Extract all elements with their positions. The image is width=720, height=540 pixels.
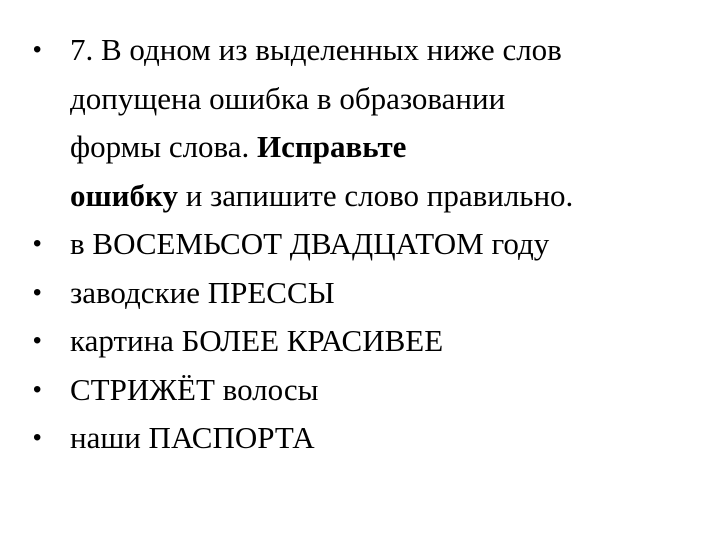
bullet-dot: • [33,375,42,403]
task-line-4-text: и запишите слово правильно. [177,177,574,213]
task-line-2: допущена ошибка в образовании [70,80,506,116]
list-item-option-4 [30,366,690,415]
option-text: картина БОЛЕЕ КРАСИВЕЕ [70,323,444,358]
bullet-dot: • [33,327,42,354]
task-emphasis-correct: Исправьте [257,129,407,164]
task-line-4 [70,172,690,221]
bullet-list [30,26,690,463]
task-line-1: 7. В одном из выделенных ниже слов [70,32,562,67]
option-text: наши ПАСПОРТА [70,420,315,455]
option-text: заводские ПРЕССЫ [70,274,335,310]
list-item-option-1 [30,220,690,269]
bullet-dot: • [33,424,42,451]
list-item-option-5 [30,414,690,463]
bullet-dot: • [33,278,42,306]
task-line-3 [70,123,690,172]
list-item-option-3 [30,317,690,366]
bullet-dot: • [33,36,42,63]
option-text: в ВОСЕМЬСОТ ДВАДЦАТОМ году [70,226,550,261]
task-line-3-text: формы слова. [70,129,258,164]
task-emphasis-error: ошибку [70,177,178,213]
bullet-dot: • [33,230,42,257]
option-text: СТРИЖЁТ волосы [70,371,319,407]
list-item-option-2 [30,269,690,318]
task-instruction [30,26,690,220]
